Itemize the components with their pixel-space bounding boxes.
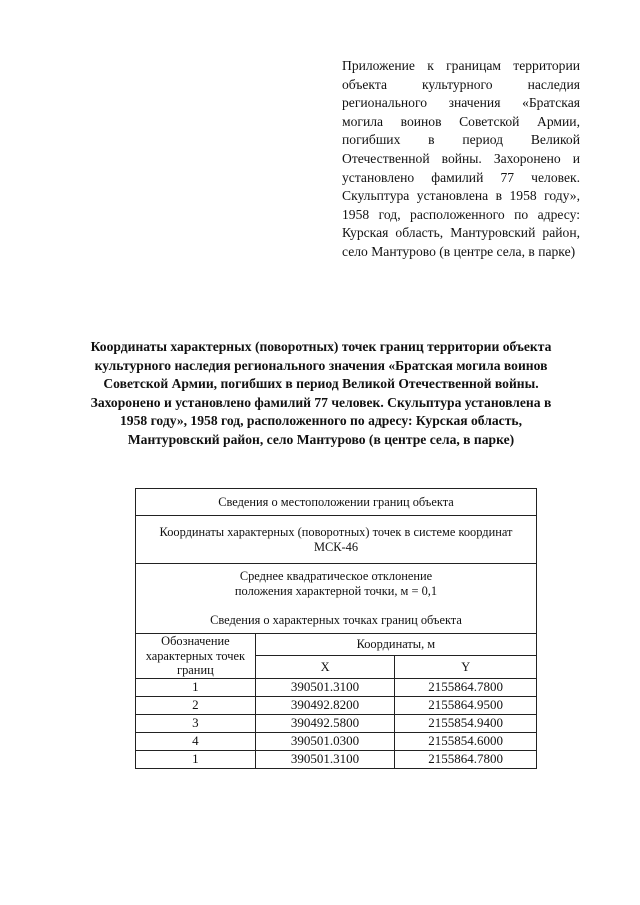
- table-row: [136, 489, 537, 516]
- table-row: [136, 750, 537, 768]
- deviation-cell: [136, 564, 537, 634]
- x-header: X: [255, 656, 395, 678]
- y-header: Y: [395, 656, 537, 678]
- point-x: 390501.3100: [255, 678, 395, 696]
- point-x: 390501.0300: [255, 732, 395, 750]
- deviation-line-2: положения характерной точки, м = 0,1: [234, 583, 438, 598]
- point-y: 2155864.7800: [395, 678, 537, 696]
- table-row: [136, 732, 537, 750]
- table-row: [136, 714, 537, 732]
- point-number: 1: [136, 750, 256, 768]
- coord-system-cell: Координаты характерных (поворотных) точек в системе координат МСК-46: [136, 516, 537, 564]
- table-row: [136, 516, 537, 564]
- appendix-note: Приложение к границам территории объекта культурного наследия регионального значения «Братская могила воинов Советской Армии, погибших в период Великой Отечественной войны. Захоронено и установлено фамилий 77 человек. Скульптура установлена в 1958 году», 1958 год, расположенного по адресу: Курская область, Мантуровский район, село Мантурово (в центре села, в парке): [342, 58, 580, 259]
- point-y: 2155854.9400: [395, 714, 537, 732]
- point-x: 390492.8200: [255, 696, 395, 714]
- point-x: 390492.5800: [255, 714, 395, 732]
- coordinates-table: [135, 488, 537, 769]
- coordinates-header: Координаты, м: [255, 634, 536, 656]
- point-y: 2155864.7800: [395, 750, 537, 768]
- point-y: 2155854.6000: [395, 732, 537, 750]
- point-number: 2: [136, 696, 256, 714]
- location-info-cell: Сведения о местоположении границ объекта: [136, 489, 537, 516]
- points-info-line: Сведения о характерных точках границ объекта: [210, 613, 462, 628]
- point-number: 1: [136, 678, 256, 696]
- table-header-row: [136, 634, 537, 656]
- document-heading: Координаты характерных (поворотных) точек границ территории объекта культурного наследия регионального значения «Братская могила воинов Советской Армии, погибших в период Великой Отечественной войны. Захоронено и установлено фамилий 77 человек. Скульптура установлена в 1958 году», 1958 год, расположенного по адресу: Курская область, Мантуровский район, село Мантурово (в центре села, в парке): [90, 339, 552, 447]
- table-row: [136, 696, 537, 714]
- designation-header: Обозначение характерных точек границ: [136, 634, 256, 679]
- table-row: [136, 678, 537, 696]
- point-number: 3: [136, 714, 256, 732]
- deviation-line-1: Среднее квадратическое отклонение: [239, 569, 433, 584]
- table-row: [136, 564, 537, 634]
- point-number: 4: [136, 732, 256, 750]
- point-y: 2155864.9500: [395, 696, 537, 714]
- point-x: 390501.3100: [255, 750, 395, 768]
